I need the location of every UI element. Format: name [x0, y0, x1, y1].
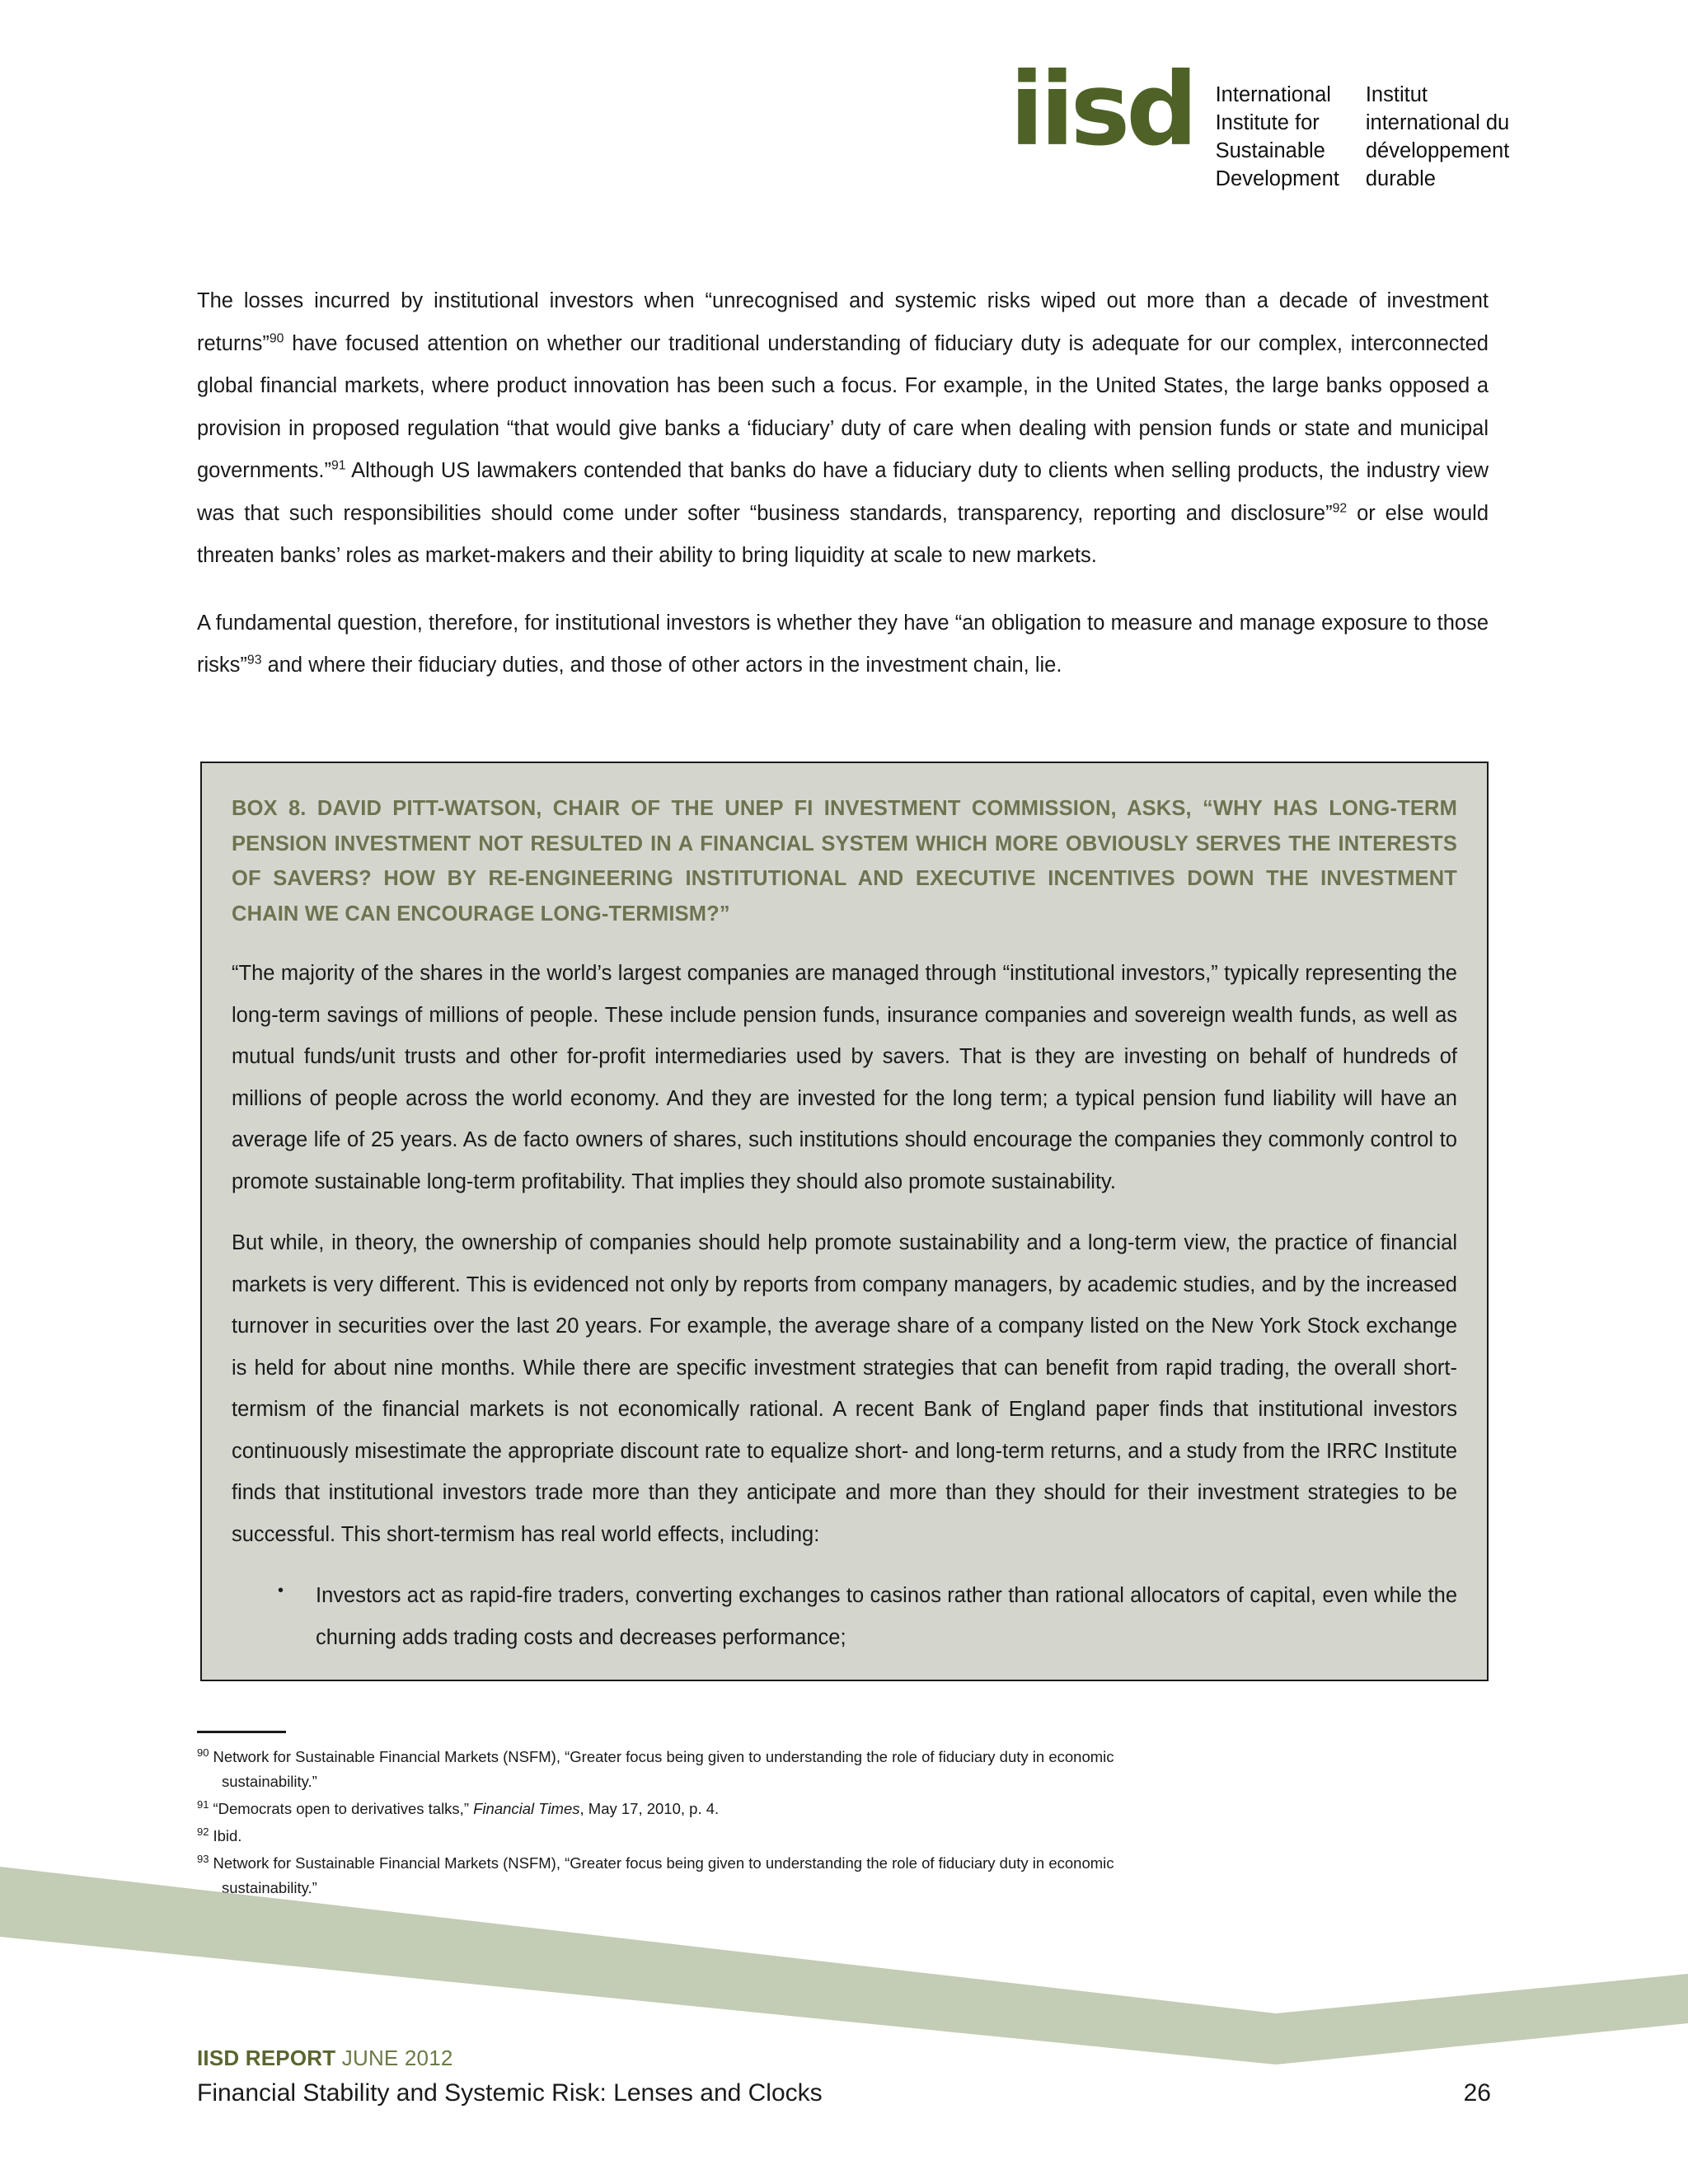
logo-fr-line-1: Institut — [1365, 83, 1428, 106]
footnote-number-93: 93 — [197, 1852, 209, 1865]
logo-fr-line-4: durable — [1365, 166, 1436, 190]
footnote-text-90-line2: sustainability.” — [222, 1772, 317, 1790]
para1-segment-4: or else would threaten banks’ roles as market-makers and their ability to bring liquidity at scale to new markets. — [197, 501, 1489, 567]
footnote-text-91-italic: Financial Times — [473, 1799, 580, 1817]
footnote-text-90-line1: Network for Sustainable Financial Markets (NSFM), “Greater focus being given to understanding the role of fiduciary duty in economic — [213, 1748, 1114, 1765]
footer-document-title: Financial Stability and Systemic Risk: Lenses and Clocks — [197, 2079, 823, 2107]
footnote-91 — [197, 1797, 1491, 1821]
bullet-marker-icon: • — [278, 1582, 284, 1601]
footnote-text-93-line2: sustainability.” — [222, 1878, 317, 1896]
footnote-number-91: 91 — [197, 1797, 209, 1811]
logo-fr-line-3: développement — [1365, 138, 1510, 162]
list-item — [278, 1575, 1457, 1658]
footnote-92 — [197, 1824, 1491, 1849]
para1-segment-3: Although US lawmakers contended that banks do have a fiduciary duty to clients when selling products, the industry view was that such responsibilities should come under softer “business standards, transparency, reporting and disclosure” — [197, 459, 1489, 525]
footnote-ref-92: 92 — [1332, 501, 1348, 515]
footnote-text-91-post: , May 17, 2010, p. 4. — [579, 1799, 720, 1817]
callout-box-paragraph-1: “The majority of the shares in the world’s largest companies are managed through “institutional investors,” typically representing the long-term savings of millions of people. These include pension funds, insurance companies and sovereign wealth funds, as well as mutual funds/unit trusts and other for-profit intermediaries used by savers. That is they are investing on behalf of hundreds of millions of people across the world economy. And they are invested for the long term; a typical pension fund liability will have an average life of 25 years. As de facto owners of shares, such institutions should encourage the companies they commonly control to promote sustainable long-term profitability. That implies they should also promote sustainability. — [232, 962, 1457, 1193]
para2-segment-1: A fundamental question, therefore, for institutional investors is whether they have “an obligation to measure and manage exposure to those risks” — [197, 611, 1489, 677]
footnote-text-92: Ibid. — [213, 1826, 242, 1844]
para1-segment-1: The losses incurred by institutional investors when “unrecognised and systemic risks wiped out more than a decade of investment returns” — [197, 289, 1489, 355]
page-number: 26 — [1463, 2079, 1491, 2107]
iisd-logo — [1010, 51, 1510, 194]
footnote-ref-90: 90 — [269, 331, 284, 345]
footnote-text-93-line1: Network for Sustainable Financial Markets (NSFM), “Greater focus being given to understanding the role of fiduciary duty in economic — [213, 1854, 1114, 1872]
callout-box-paragraph-2: But while, in theory, the ownership of companies should help promote sustainability and a long-term view, the practice of financial markets is very different. This is evidenced not only by reports from company managers, by academic studies, and by the increased turnover in securities over the last 20 years. For example, the average share of a company listed on the New York Stock exchange is held for about nine months. While there are specific investment strategies that can benefit from rapid trading, the overall short-termism of the financial markets is not economically rational. A recent Bank of England paper finds that institutional investors continuously misestimate the appropriate discount rate to equalize short- and long-term returns, and a study from the IRRC Institute finds that institutional investors trade more than they anticipate and more than they should for their investment strategies to be successful. This short-termism has real world effects, including: — [232, 1231, 1457, 1546]
callout-box-8 — [200, 762, 1489, 1681]
footnote-90 — [197, 1745, 1491, 1794]
logo-text-french — [1366, 82, 1509, 194]
logo-text-english — [1216, 82, 1339, 194]
footer-report-date: JUNE 2012 — [341, 2046, 453, 2070]
logo-en-line-2: Institute for — [1215, 110, 1320, 134]
list-item-text: Investors act as rapid-fire traders, converting exchanges to casinos rather than rational allocators of capital, even while the churning adds trading costs and decreases performance; — [316, 1584, 1457, 1649]
para1-segment-2: have focused attention on whether our traditional understanding of fiduciary duty is adequate for our complex, interconnected global financial markets, where product innovation has been such a focus. For example, in the United States, the large banks opposed a provision in proposed regulation “that would give banks a ‘fiduciary’ duty of care when dealing with pension funds or state and municipal governments.” — [197, 331, 1489, 482]
footnote-number-90: 90 — [197, 1746, 209, 1759]
logo-en-line-3: Sustainable — [1215, 138, 1325, 162]
iisd-logo-wordmark — [1216, 70, 1510, 194]
callout-box-bullet-list — [232, 1575, 1457, 1658]
footnote-number-92: 92 — [197, 1825, 209, 1838]
footer-title-line — [197, 2079, 1491, 2107]
logo-en-line-1: International — [1215, 83, 1331, 106]
main-content — [197, 280, 1489, 712]
footnote-ref-93: 93 — [246, 653, 262, 668]
footnote-text-91-pre: “Democrats open to derivatives talks,” — [213, 1799, 474, 1817]
footnote-separator-rule — [197, 1731, 286, 1733]
chevron-decoration-icon — [0, 1858, 1688, 2064]
footer-report-line — [197, 2046, 1491, 2071]
iisd-logo-mark: iisd — [1010, 51, 1194, 168]
body-paragraph-2 — [197, 602, 1489, 687]
logo-en-line-4: Development — [1215, 166, 1339, 190]
para2-segment-2: and where their fiduciary duties, and those of other actors in the investment chain, lie. — [261, 654, 1062, 677]
page-footer — [197, 2046, 1491, 2107]
body-paragraph-1 — [197, 280, 1489, 578]
logo-fr-line-2: international du — [1365, 110, 1510, 134]
callout-box-heading: BOX 8. DAVID PITT-WATSON, CHAIR OF THE UNEP FI INVESTMENT COMMISSION, ASKS, “WHY HAS LONG-TERM PENSION INVESTMENT NOT RESULTED IN A FINANCIAL SYSTEM WHICH MORE OBVIOUSLY SERVES THE INTERESTS OF SAVERS? HOW BY RE-ENGINEERING INSTITUTIONAL AND EXECUTIVE INCENTIVES DOWN THE INVESTMENT CHAIN WE CAN ENCOURAGE LONG-TERMISM?” — [232, 797, 1457, 926]
footer-report-label: IISD REPORT — [197, 2046, 336, 2070]
footnote-ref-91: 91 — [331, 458, 346, 473]
